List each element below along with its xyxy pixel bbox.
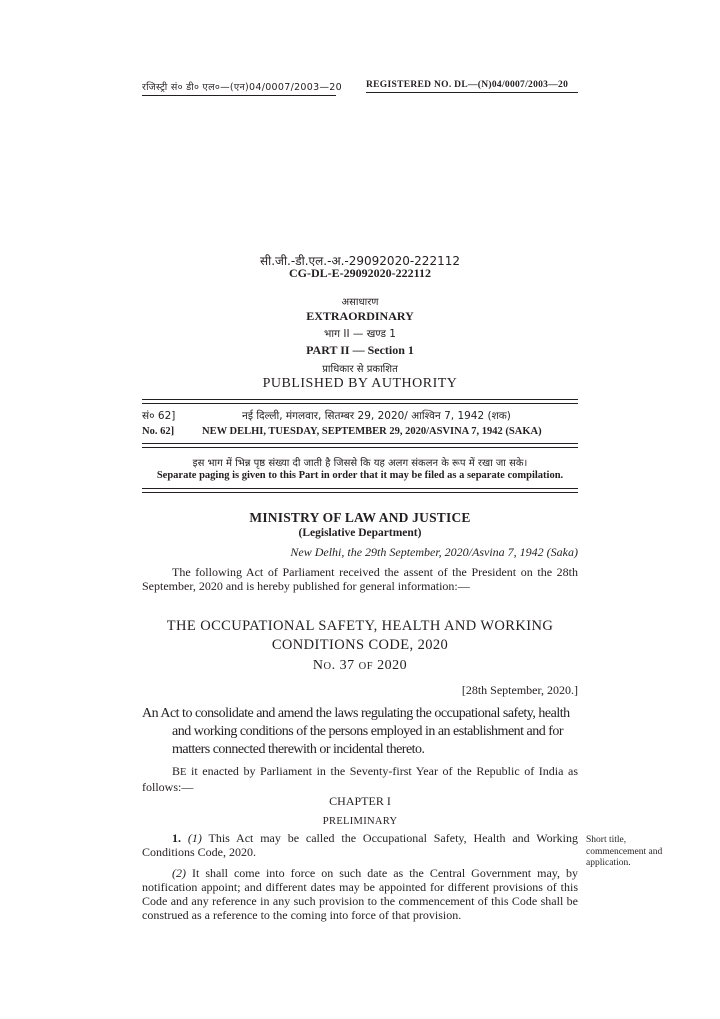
- section-number: 1.: [172, 831, 181, 845]
- marginal-note: Short title, commencement and application.: [586, 835, 663, 868]
- chapter-title: [142, 815, 578, 827]
- part-section-hindi: भाग II — खण्ड 1: [324, 328, 396, 340]
- act-number-prefix-small: O: [323, 661, 332, 672]
- section-1-1: [142, 831, 578, 859]
- issue-date-hindi: नई दिल्ली, मंगलवार, सितम्बर 29, 2020/ आश्विन 7, 1942 (शक): [242, 410, 511, 422]
- chapter-title-rest: RELIMINARY: [329, 816, 398, 827]
- registration-number-english: REGISTERED NO. DL—(N)04/0007/2003—20: [366, 80, 578, 93]
- act-number-of: OF: [358, 661, 374, 672]
- divider-rule: [142, 403, 578, 404]
- act-long-title: [142, 705, 578, 759]
- divider-rule: [142, 399, 578, 400]
- section-text: This Act may be called the Occupational Safety, Health and Working Conditions Code, 2020.: [142, 831, 578, 859]
- gazette-id-hindi: सी.जी.-डी.एल.-अ.-29092020-222112: [260, 254, 460, 268]
- section-text: It shall come into force on such date as the Central Government may, by notification appoint; and different dates may be appointed for different provisions of this Code and any reference in any such provision to the commencement of this Code shall be construed as a reference to the coming into force of that provision.: [142, 866, 578, 922]
- act-number-prefix: N: [312, 658, 324, 673]
- divider-rule: [142, 492, 578, 493]
- separate-paging-note-english: Separate paging is given to this Part in order that it may be filed as a separate compilation.: [156, 470, 564, 481]
- act-assent-date: [28th September, 2020.]: [461, 683, 578, 697]
- ministry-name: MINISTRY OF LAW AND JUSTICE: [249, 510, 471, 525]
- enacting-text: it enacted by Parliament in the Seventy-first Year of the Republic of India as follows:—: [142, 764, 578, 794]
- extraordinary-english: EXTRAORDINARY: [306, 309, 414, 323]
- act-title: [142, 617, 578, 655]
- subsection-number: (1): [187, 831, 202, 845]
- published-by-authority-english: PUBLISHED BY AUTHORITY: [262, 376, 458, 391]
- divider-rule: [142, 447, 578, 448]
- enacting-initial: B: [172, 764, 181, 778]
- enacting-clause: [142, 764, 578, 794]
- enacting-initial-small: E: [180, 767, 187, 778]
- chapter-title-initial: P: [322, 815, 330, 827]
- separate-paging-note-hindi: इस भाग में भिन्न पृष्ठ संख्या दी जाती है जिससे कि यह अलग संकलन के रूप में रखा जा सके।: [192, 458, 528, 469]
- published-by-authority-hindi: प्राधिकार से प्रकाशित: [322, 364, 398, 375]
- act-title-line: THE OCCUPATIONAL SAFETY, HEALTH AND WORKING: [166, 618, 554, 634]
- chapter-heading: CHAPTER I: [329, 794, 391, 808]
- act-number-year: 2020: [377, 658, 408, 673]
- registration-number-hindi: रजिस्ट्री सं० डी० एल०—(एन)04/0007/2003—20: [142, 80, 336, 96]
- department-name: (Legislative Department): [298, 527, 422, 539]
- divider-rule: [142, 488, 578, 489]
- act-number-value: 37: [339, 658, 355, 673]
- gazette-id-english: CG-DL-E-29092020-222112: [289, 266, 431, 280]
- act-number: NO. 37 OF 2020: [312, 658, 408, 673]
- divider-rule: [142, 443, 578, 444]
- dateline: New Delhi, the 29th September, 2020/Asvina 7, 1942 (Saka): [290, 545, 578, 559]
- section-1-2: [142, 866, 578, 922]
- issue-number-english: No. 62]: [142, 426, 175, 437]
- issue-date-english: NEW DELHI, TUESDAY, SEPTEMBER 29, 2020/ASVINA 7, 1942 (SAKA): [202, 426, 542, 437]
- long-title-line: and working conditions of the persons employed in an establishment and for: [172, 724, 564, 739]
- long-title-line: matters connected therewith or incidental thereto.: [172, 742, 425, 757]
- intro-paragraph: The following Act of Parliament received the assent of the President on the 28th September, 2020 and is hereby published for general information:—: [142, 565, 578, 593]
- issue-number-hindi: सं० 62]: [142, 410, 176, 422]
- long-title-line: An Act to consolidate and amend the laws regulating the occupational safety, health: [142, 706, 570, 721]
- extraordinary-hindi: असाधारण: [341, 297, 379, 308]
- part-section-english: PART II — Section 1: [306, 343, 414, 357]
- act-title-line: CONDITIONS CODE, 2020: [271, 637, 449, 653]
- subsection-number: (2): [172, 866, 186, 880]
